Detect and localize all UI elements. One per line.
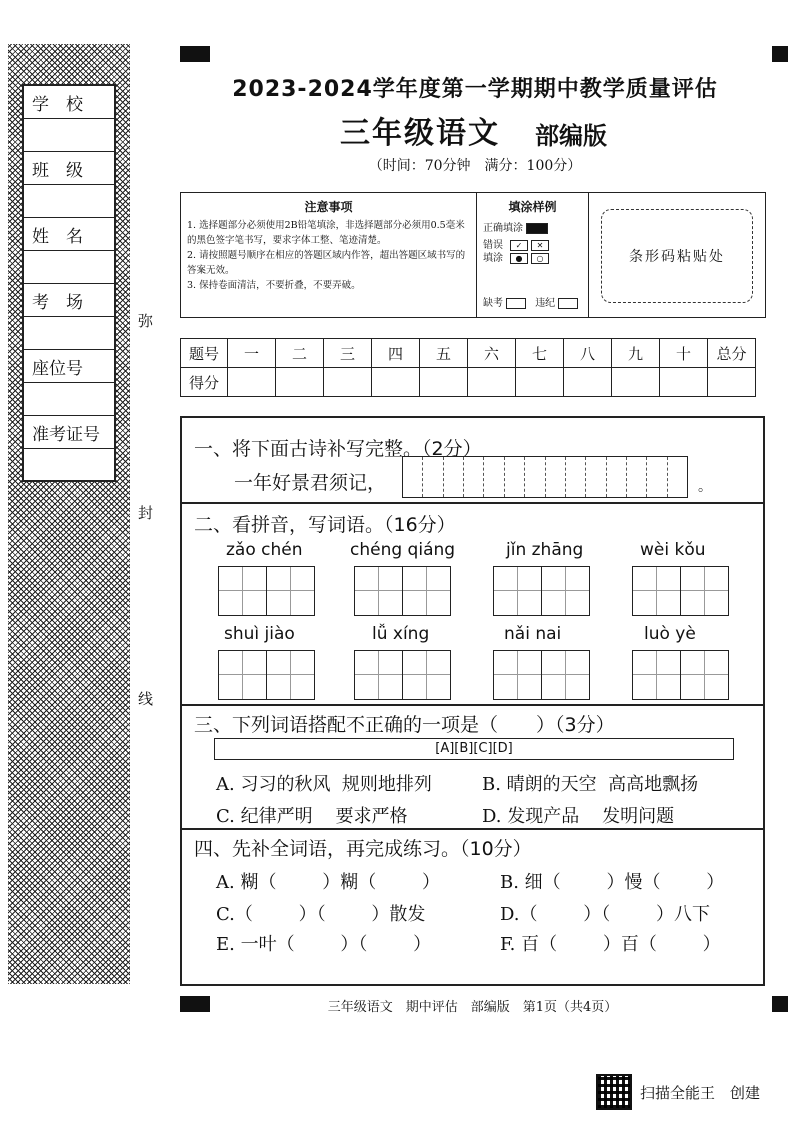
instructions-title: 注意事项 [304,200,353,214]
answer-cell[interactable] [403,457,423,497]
score-header-cell: 三 [324,339,372,368]
registration-mark [180,46,210,62]
seal-char-xian: 线 [138,690,154,708]
q1-poem-line: 一年好景君须记， [234,472,387,494]
correct-fill-icon [526,223,548,234]
q4-option-f: F. 百（ ）百（ ） [500,934,721,955]
q4-heading: 四、先补全词语，再完成练习。（10分） [194,838,532,860]
seal-char-feng: 封 [138,504,154,522]
score-cell[interactable] [660,368,708,397]
absent-box[interactable] [506,298,526,309]
score-cell[interactable] [516,368,564,397]
score-cell[interactable] [468,368,516,397]
answer-cell[interactable] [647,457,667,497]
q4-option-e: E. 一叶（ ）（ ） [216,934,432,955]
score-cell[interactable] [228,368,276,397]
qr-code-icon [596,1074,632,1110]
score-header-cell: 八 [564,339,612,368]
dot-mark-icon: ● [510,253,528,264]
answer-cell[interactable] [525,457,545,497]
exam-id-label: 准考证号 [24,416,114,449]
answer-cell[interactable] [627,457,647,497]
tianzi-grid[interactable] [493,650,590,700]
barcode-area [589,193,765,317]
score-cell[interactable] [420,368,468,397]
pinyin-prompt: luò yè [644,624,696,644]
pinyin-prompt: jǐn zhāng [506,540,584,560]
score-cell[interactable] [564,368,612,397]
q3-option-b: B. 晴朗的天空 高高地飘扬 [482,774,699,795]
instruction-item: 3. 保持卷面清洁，不要折叠，不要弄破。 [187,280,361,291]
instruction-item: 1. 选择题部分必须使用2B铅笔填涂，非选择题部分必须用0.5毫米的黑色签字笔书写，要求字体工整、笔迹清楚。 [187,220,465,246]
q3-option-c: C. 纪律严明 要求严格 [216,806,408,827]
section-divider [182,502,763,504]
q4-option-d: D.（ ）（ ）八下 [500,904,711,925]
class-label: 班 级 [24,152,114,185]
score-table-row [181,368,756,397]
tianzi-grid[interactable] [354,566,451,616]
absent-label: 缺考 [483,298,503,309]
score-header-cell: 二 [276,339,324,368]
answer-cell[interactable] [444,457,464,497]
answer-cell[interactable] [586,457,606,497]
name-label: 姓 名 [24,218,114,251]
pinyin-prompt: shuì jiào [224,624,295,644]
cross-mark-icon: ✕ [531,240,549,251]
school-label: 学 校 [24,86,114,119]
circle-mark-icon: ○ [531,253,549,264]
q3-option-a: A. 习习的秋风 规则地排列 [216,774,432,795]
section-divider [182,704,763,706]
pinyin-prompt: zǎo chén [226,540,303,560]
fill-sample [477,193,589,317]
exam-id-field[interactable] [24,449,114,482]
tianzi-grid[interactable] [493,566,590,616]
pinyin-prompt: wèi kǒu [640,540,706,560]
score-header-cell: 十 [660,339,708,368]
q2-heading: 二、看拼音，写词语。（16分） [194,514,456,536]
q4-option-c: C.（ ）（ ）散发 [216,904,426,925]
tianzi-grid[interactable] [218,650,315,700]
exam-room-label: 考 场 [24,284,114,317]
registration-mark [772,996,788,1012]
wrong-fill-label: 错误填涂 [483,240,503,264]
correct-fill-label: 正确填涂 [483,223,523,234]
seat-field[interactable] [24,383,114,416]
exam-room-field[interactable] [24,317,114,350]
instructions [181,193,477,317]
seal-char-mi: 弥 [138,312,154,330]
score-header-cell: 五 [420,339,468,368]
questions-frame [180,416,765,986]
answer-cell[interactable] [546,457,566,497]
score-cell[interactable] [276,368,324,397]
answer-cell[interactable] [607,457,627,497]
score-header-cell: 题号 [181,339,228,368]
edition-title: 部编版 [535,121,607,150]
answer-cell[interactable] [566,457,586,497]
instruction-item: 2. 请按照题号顺序在相应的答题区域内作答，超出答题区域书写的答案无效。 [187,250,466,276]
fill-sample-title: 填涂样例 [508,200,557,214]
check-mark-icon: ✓ [510,240,528,251]
answer-cell[interactable] [668,457,687,497]
score-header-cell: 总分 [708,339,756,368]
page-footer: 三年级语文 期中评估 部编版 第1页（共4页） [327,1000,618,1015]
score-row-label: 得分 [181,368,228,397]
section-divider [182,828,763,830]
pinyin-prompt: lǚ xíng [372,624,430,644]
q1-period: 。 [698,479,712,495]
q1-heading: 一、将下面古诗补写完整。（2分） [194,438,482,460]
score-header-cell: 七 [516,339,564,368]
q3-option-d: D. 发现产品 发明问题 [482,806,675,827]
notice-box [180,192,766,318]
answer-cell[interactable] [505,457,525,497]
q1-answer-grid[interactable] [402,456,688,498]
q4-option-a: A. 糊（ ）糊（ ） [216,872,440,893]
violation-label: 违纪 [535,298,556,309]
score-cell[interactable] [612,368,660,397]
school-field[interactable] [24,119,114,152]
name-field[interactable] [24,251,114,284]
score-cell[interactable] [324,368,372,397]
answer-cell[interactable] [464,457,484,497]
exam-title: 2023-2024学年度第一学期期中教学质量评估 [232,77,718,102]
tianzi-grid[interactable] [632,566,729,616]
tianzi-grid[interactable] [354,650,451,700]
score-cell[interactable] [372,368,420,397]
answer-cell[interactable] [484,457,504,497]
score-table-header [181,339,756,368]
seat-label: 座位号 [24,350,114,383]
score-header-cell: 六 [468,339,516,368]
score-header-cell: 九 [612,339,660,368]
violation-box[interactable] [558,298,578,309]
score-cell[interactable] [708,368,756,397]
registration-mark [772,46,788,62]
scanner-watermark: 扫描全能王 创建 [640,1084,761,1102]
score-header-cell: 一 [228,339,276,368]
pinyin-prompt: chéng qiáng [350,540,456,560]
q3-heading: 三、下列词语搭配不正确的一项是（ ）（3分） [194,714,615,736]
answer-cell[interactable] [423,457,443,497]
answer-choice-bar[interactable]: [A][B][C][D] [214,738,734,760]
q4-option-b: B. 细（ ）慢（ ） [500,872,725,893]
subject-title: 三年级语文 [340,116,500,151]
score-header-cell: 四 [372,339,420,368]
class-field[interactable] [24,185,114,218]
student-info-box [22,84,116,482]
tianzi-grid[interactable] [632,650,729,700]
barcode-label: 条形码粘贴处 [601,209,753,303]
tianzi-grid[interactable] [218,566,315,616]
pinyin-prompt: nǎi nai [504,624,562,644]
time-info: （时间：70分钟 满分：100分） [368,158,582,174]
score-table [180,338,756,397]
